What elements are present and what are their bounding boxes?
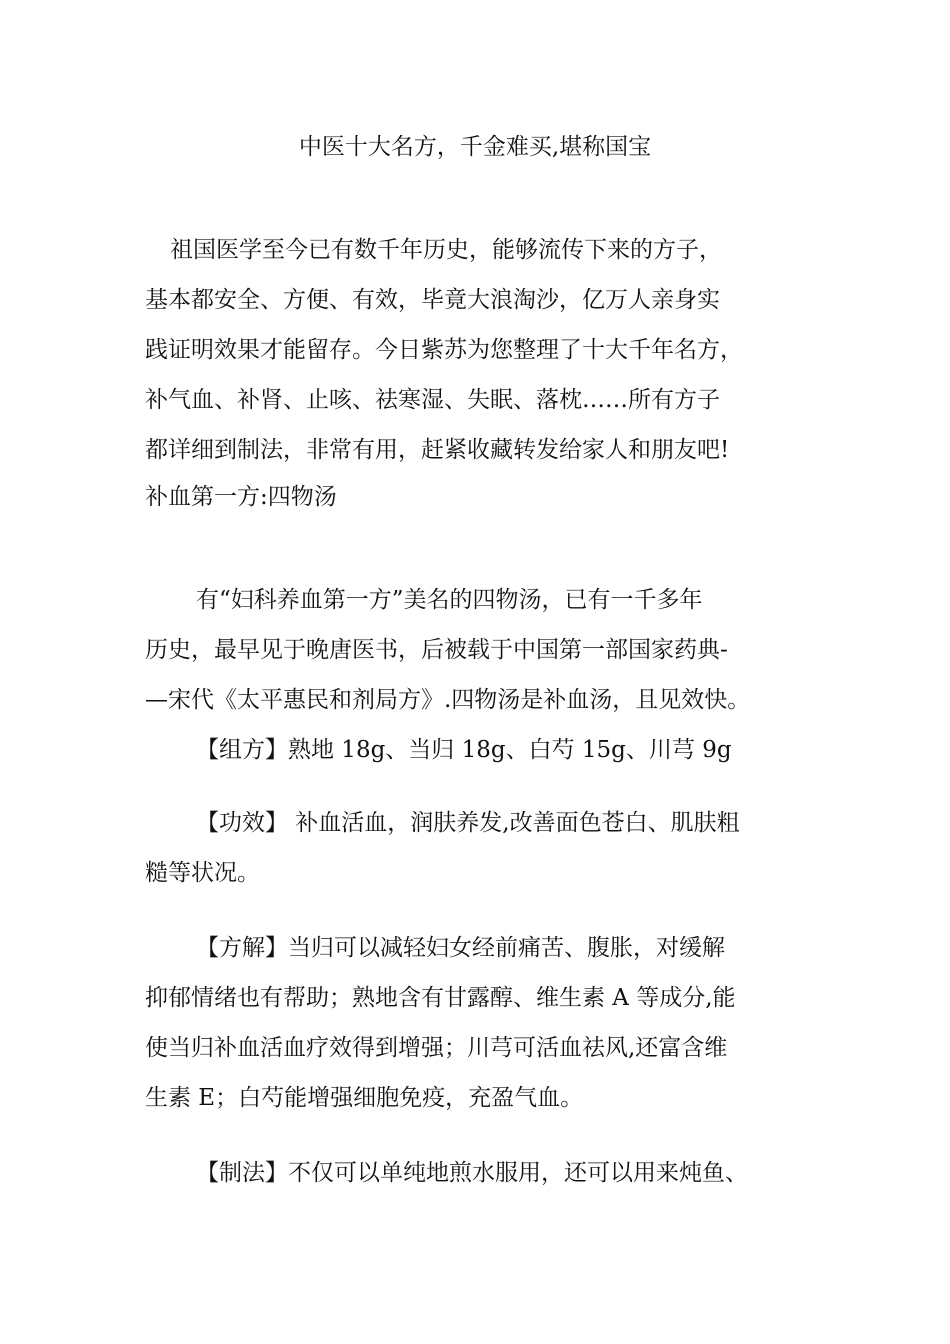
- history-line: 历史，最早见于晚唐医书，后被载于中国第一部国家药典-: [145, 637, 728, 663]
- explanation-line: 使当归补血活血疗效得到增强；川芎可活血祛风,还富含维: [145, 1035, 728, 1061]
- preparation-line: 【制法】不仅可以单纯地煎水服用，还可以用来炖鱼、: [196, 1160, 748, 1186]
- intro-line: 都详细到制法，非常有用，赶紧收藏转发给家人和朋友吧!: [145, 437, 730, 463]
- explanation-line: 抑郁情绪也有帮助；熟地含有甘露醇、维生素 A 等成分,能: [145, 985, 736, 1011]
- efficacy-line: 糙等状况。: [145, 860, 260, 886]
- explanation-line: 【方解】当归可以减轻妇女经前痛苦、腹胀，对缓解: [196, 935, 725, 961]
- efficacy-line: 【功效】 补血活血，润肤养发,改善面色苍白、肌肤粗: [196, 810, 740, 836]
- intro-line: 践证明效果才能留存。今日紫苏为您整理了十大千年名方，: [145, 337, 743, 363]
- intro-line: 祖国医学至今已有数千年历史，能够流传下来的方子，: [170, 237, 722, 263]
- history-line: 有“妇科养血第一方”美名的四物汤，已有一千多年: [196, 587, 703, 613]
- intro-line: 补气血、补肾、止咳、祛寒湿、失眠、落枕……所有方子: [145, 387, 720, 413]
- formula-line: 【组方】熟地 18g、当归 18g、白芍 15g、川芎 9g: [196, 737, 732, 763]
- section-heading: 补血第一方:四物汤: [145, 484, 337, 510]
- document-title: 中医十大名方，千金难买,堪称国宝: [298, 134, 652, 160]
- intro-line: 基本都安全、方便、有效，毕竟大浪淘沙，亿万人亲身实: [145, 287, 720, 313]
- explanation-line: 生素 E；白芍能增强细胞免疫，充盈气血。: [145, 1085, 584, 1111]
- history-line: —宋代《太平惠民和剂局方》.四物汤是补血汤，且见效快。: [145, 687, 751, 713]
